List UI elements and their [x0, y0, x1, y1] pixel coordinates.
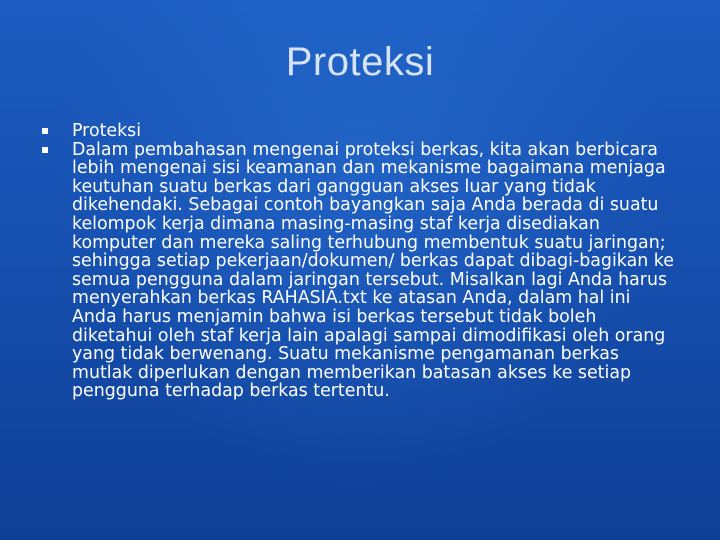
square-bullet-icon	[42, 128, 48, 134]
bullet-item	[40, 141, 680, 401]
slide-title: Proteksi	[285, 40, 435, 84]
bullet-list	[40, 122, 680, 401]
bullet-text: Dalam pembahasan mengenai proteksi berkas, kita akan berbicara lebih mengenai sisi keamanan dan mekanisme bagaimana menjaga keutuhan suatu berkas dari gangguan akses luar yang tidak dikehendaki. Sebagai contoh bayangkan saja Anda berada di suatu kelompok kerja dimana masing-masing staf kerja disediakan komputer dan mereka saling terhubung membentuk suatu jaringan; sehingga setiap pekerjaan/dokumen/ berkas dapat dibagi-bagikan ke semua pengguna dalam jaringan tersebut. Misalkan lagi Anda harus menyerahkan berkas RAHASIA.txt ke atasan Anda, dalam hal ini Anda harus menjamin bahwa isi berkas tersebut tidak boleh diketahui oleh staf kerja lain apalagi sampai dimodifikasi oleh orang yang tidak berwenang. Suatu mekanisme pengamanan berkas mutlak diperlukan dengan memberikan batasan akses ke setiap pengguna terhadap berkas tertentu.	[72, 139, 674, 402]
bullet-item	[40, 122, 680, 141]
bullet-text: Proteksi	[72, 121, 142, 141]
square-bullet-icon	[42, 147, 48, 153]
